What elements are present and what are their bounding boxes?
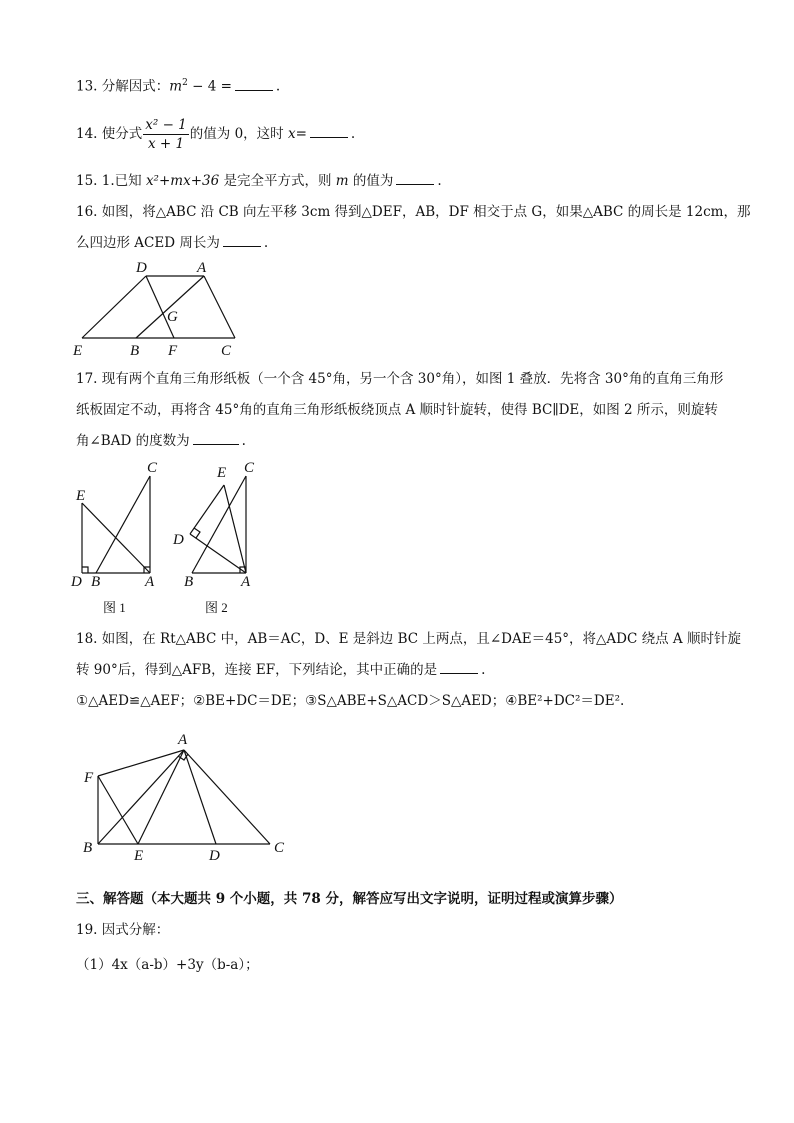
figure-q17-2 <box>170 458 280 618</box>
label-C: C <box>221 343 232 359</box>
answer-blank[interactable] <box>235 78 273 91</box>
answer-blank[interactable] <box>310 125 348 138</box>
question-15: 15. 1.已知 x²+mx+36 是完全平方式，则 m 的值为 . <box>76 173 442 189</box>
fig2-caption: 图 2 <box>205 600 228 615</box>
fig18-label-F: F <box>84 770 94 786</box>
label-E: E <box>73 343 83 359</box>
question-17-line2: 纸板固定不动，再将含 45°角的直角三角形纸板绕顶点 A 顺时针旋转，使得 BC∥DE，如图 2 所示，则旋转 <box>76 402 718 418</box>
question-17-line1: 17. 现有两个直角三角形纸板（一个含 45°角，另一个含 30°角），如图 1 叠放．先将含 30°角的直角三角形 <box>76 371 724 387</box>
question-19-title: 19. 因式分解： <box>76 922 170 938</box>
question-17-line3: 角∠BAD 的度数为 . <box>76 433 246 449</box>
label-D: D <box>136 260 147 276</box>
figure-q18 <box>80 726 300 866</box>
fig18-label-E: E <box>134 848 144 864</box>
label-A: A <box>197 260 207 276</box>
question-19-part1: （1）4x（a-b）+3y（b-a）； <box>76 957 259 973</box>
question-13: 13. 分解因式：$m^2 - 4$ = . <box>76 78 281 95</box>
question-16-line2: 么四边形 ACED 周长为 . <box>76 235 269 251</box>
figure-q17-1 <box>70 458 180 618</box>
answer-blank[interactable] <box>223 234 261 247</box>
fig1-label-E: E <box>76 488 86 504</box>
question-18-line2: 转 90°后，得到△AFB，连接 EF，下列结论，其中正确的是 . <box>76 662 486 678</box>
fig2-label-D: D <box>173 532 184 548</box>
fig18-label-D: D <box>209 848 220 864</box>
section-title: 三、解答题（本大题共 9 个小题，共 78 分，解答应写出文字说明，证明过程或演算步骤） <box>76 891 623 907</box>
label-B: B <box>130 343 140 359</box>
answer-blank[interactable] <box>396 172 434 185</box>
fig2-label-E: E <box>217 465 227 481</box>
question-18-line1: 18. 如图，在 Rt△ABC 中，AB＝AC，D、E 是斜边 BC 上两点，且∠DAE＝45°，将△ADC 绕点 A 顺时针旋 <box>76 631 741 647</box>
fig1-label-D: D <box>71 574 82 590</box>
fig18-label-A: A <box>178 732 188 748</box>
fig18-label-C: C <box>274 840 285 856</box>
fig2-label-B: B <box>184 574 194 590</box>
question-18-conclusions: ①△AED≌△AEF；②BE+DC＝DE；③S△ABE+S△ACD＞S△AED；④BE²+DC²＝DE². <box>76 693 625 709</box>
fig1-label-C: C <box>147 460 158 476</box>
fig1-label-B: B <box>91 574 101 590</box>
question-14: 14. 使分式 $\frac{\text{x² − 1}}{x + 1}$ 的值为 0，这时 x= . <box>76 117 356 152</box>
fig1-label-A: A <box>145 574 155 590</box>
answer-blank[interactable] <box>440 661 478 674</box>
fig1-caption: 图 1 <box>103 600 126 615</box>
fig2-label-A: A <box>241 574 251 590</box>
figure-q16 <box>70 258 250 358</box>
fig2-label-C: C <box>244 460 255 476</box>
answer-blank[interactable] <box>193 432 239 445</box>
fig18-label-B: B <box>83 840 93 856</box>
fraction: $\frac{\text{x² − 1}}{x + 1}$ <box>145 117 187 152</box>
label-G: G <box>167 309 178 325</box>
question-16-line1: 16. 如图，将△ABC 沿 CB 向左平移 3cm 得到△DEF，AB，DF 相交于点 G，如果△ABC 的周长是 12cm，那 <box>76 204 751 220</box>
label-F: F <box>168 343 178 359</box>
